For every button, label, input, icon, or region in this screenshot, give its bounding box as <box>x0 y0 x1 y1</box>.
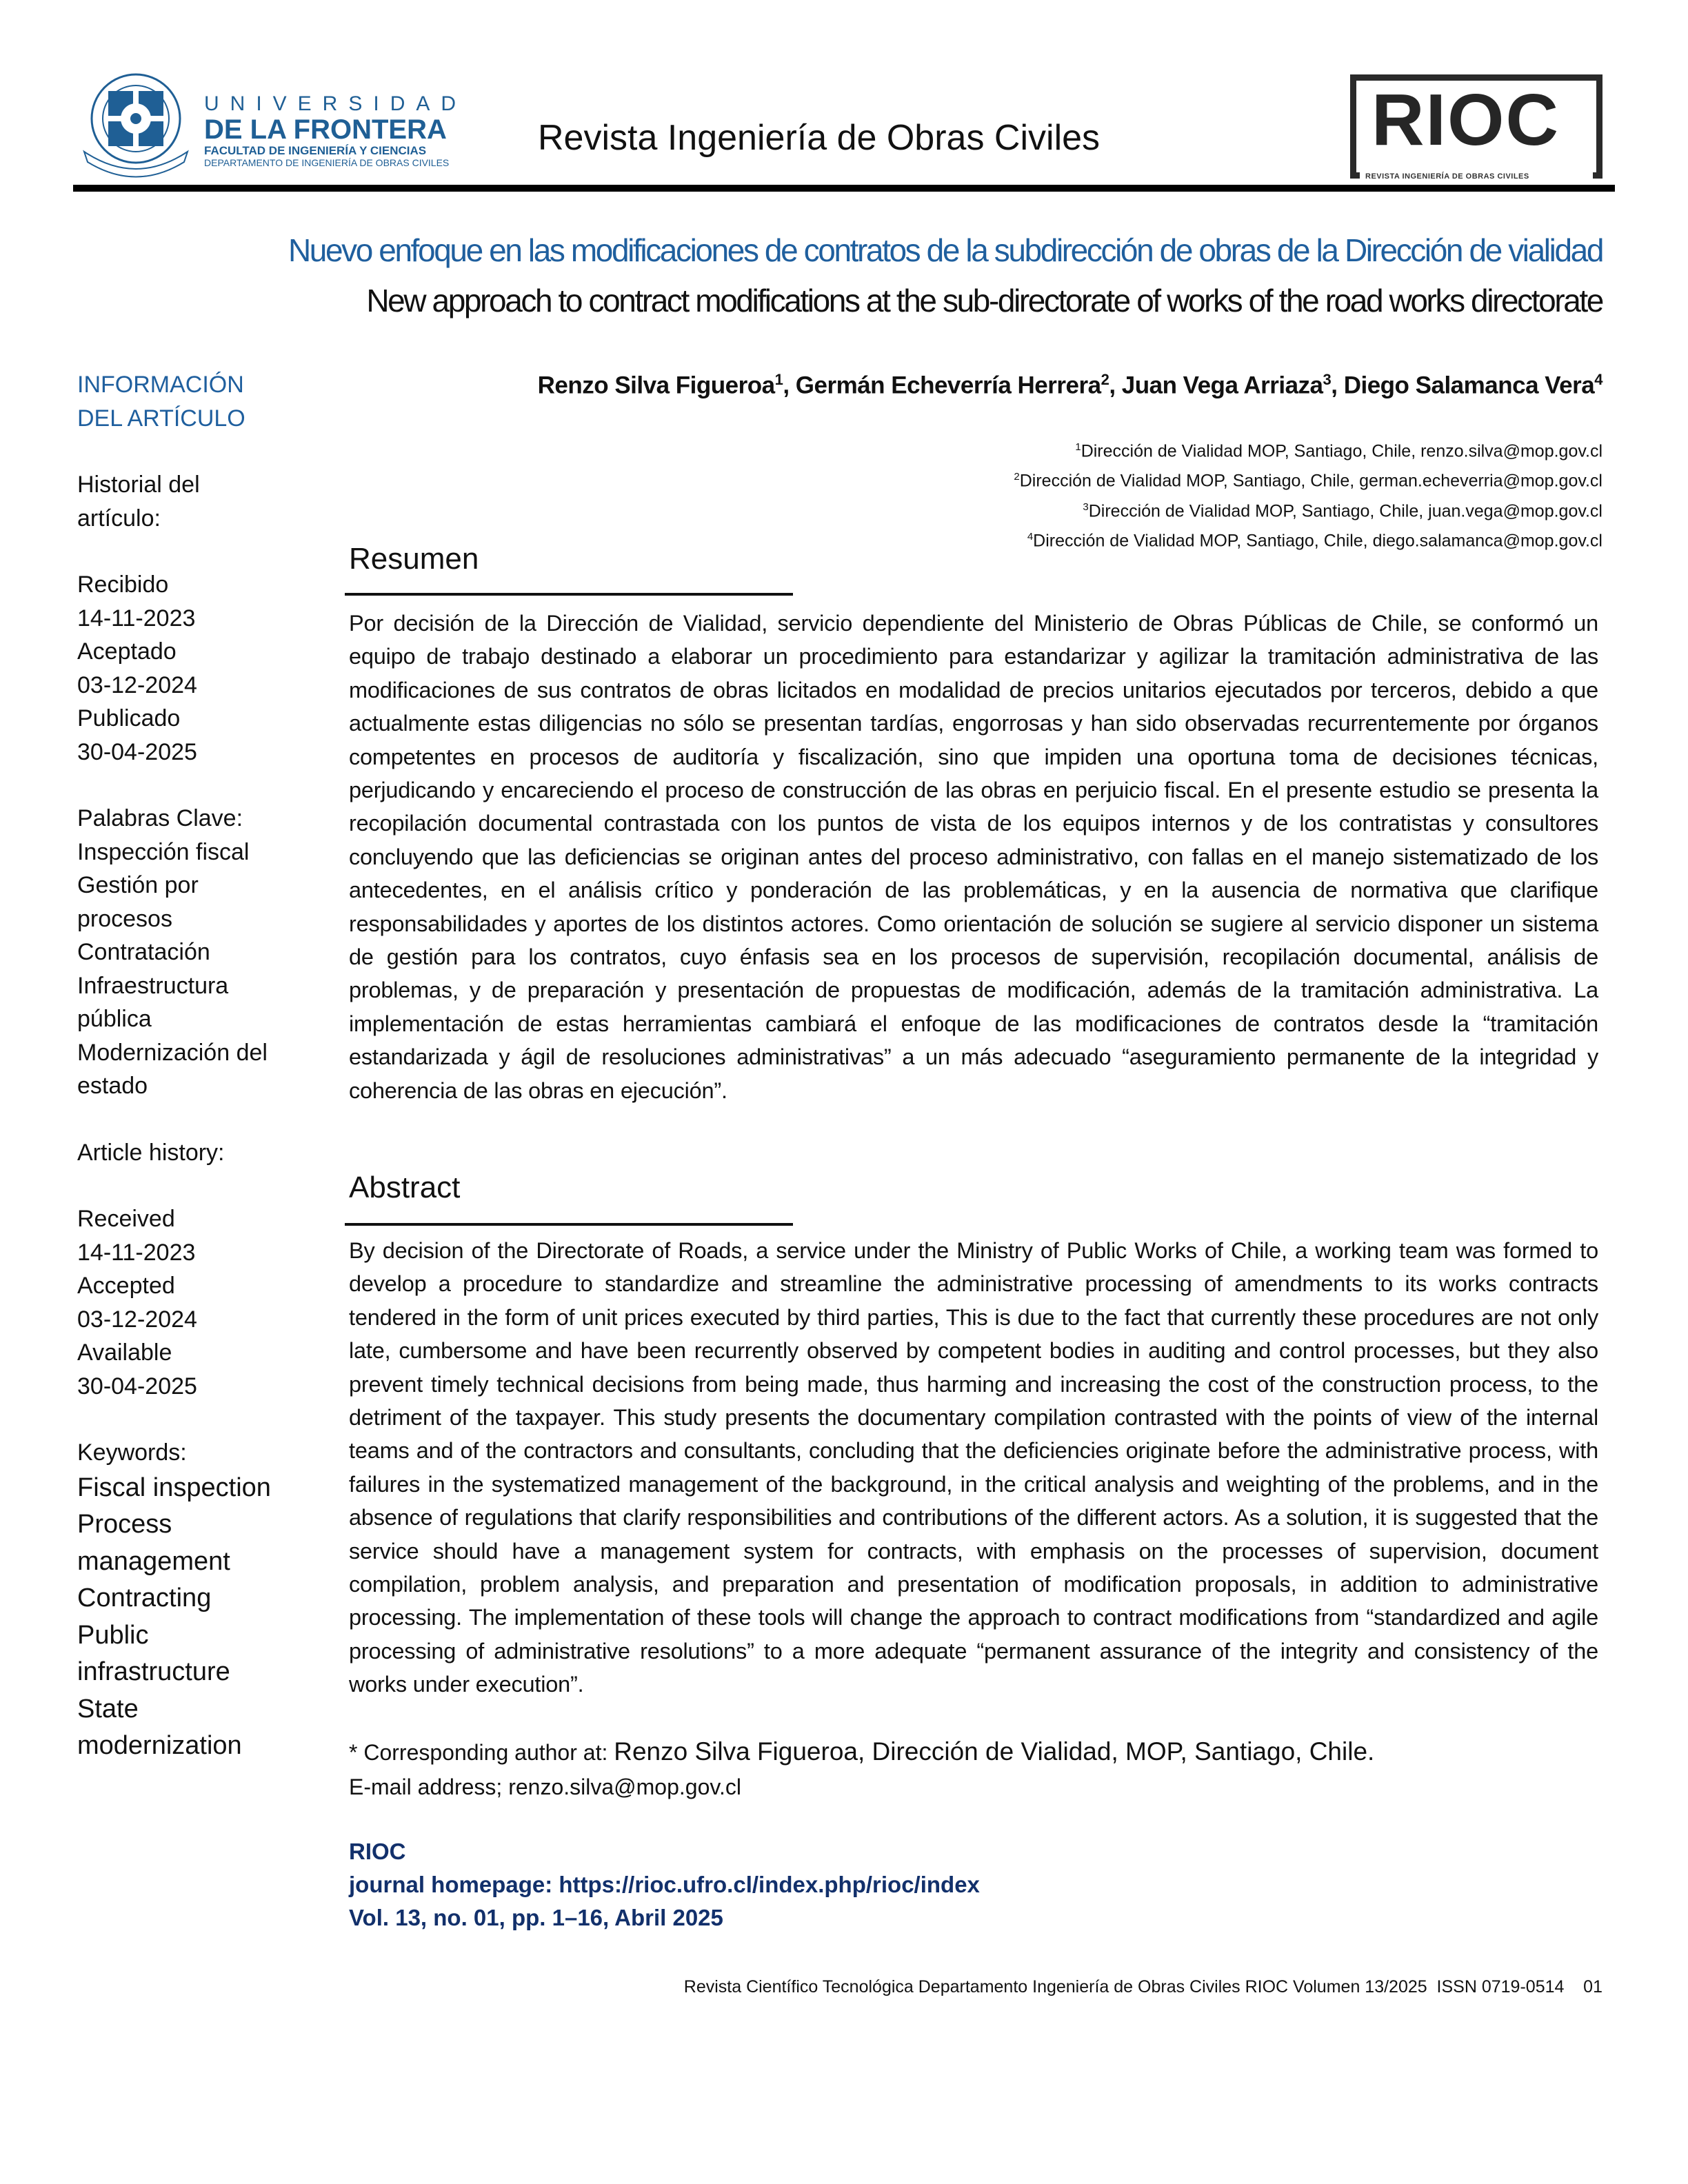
abstract-text: By decision of the Directorate of Roads, a service under the Ministry of Public Works of Chile, a working team was formed to develop a procedure to standardize and streamline the administrative processing of amendments to its works contracts tendered in the form of unit prices executed by third parties, This is due to the fact that currently these procedures are not only late, cumbersome and have been recurrently observed by competent bodies in auditing and control processes, but they also prevent timely technical decisions from being made, thus harming and increasing the cost of the construction process, to the detriment of the taxpayer. This study presents the documentary compilation contrasted with the points of view of the internal teams and of the contractors and consultants, concluding that the deficiencies originate before the administrative process, with failures in the systematized management of the background, in the critical analysis and weighting of the problems, and in the absence of regulations that clarify responsibilities and contributions of the different actors. As a solution, it is suggested that the service should have a management system for contracts, with emphasis on the processes of supervision, document compilation, problem analysis, and preparation and presentation of modification proposals, in addition to administrative processing. The implementation of these tools will change the approach to contract modifications from “standardized and agile processing of administrative resolutions” to a more adequate “permanent assurance of the integrity and consistency of the works under execution”. <box>349 1238 1598 1697</box>
rioc-logo <box>1350 74 1602 181</box>
author-sup: 2 <box>1101 371 1109 388</box>
history-item-date: 03-12-2024 <box>77 671 197 698</box>
history-item-date: 30-04-2025 <box>77 1373 197 1399</box>
history-label-es: Historial del <box>77 472 200 498</box>
history-item-label: Aceptado <box>77 638 177 665</box>
resumen-rule <box>345 593 793 596</box>
university-line-1: UNIVERSIDAD <box>204 92 468 115</box>
affiliation-text: Dirección de Vialidad MOP, Santiago, Chile, renzo.silva@mop.gov.cl <box>1081 441 1602 461</box>
keyword-line: Infraestructura <box>77 972 229 999</box>
rioc-logo-text: RIOC <box>1372 79 1560 161</box>
author-sup: 1 <box>774 371 783 388</box>
university-name <box>204 94 467 168</box>
affiliations <box>1014 434 1602 554</box>
journal-header-title: Revista Ingeniería de Obras Civiles <box>538 118 1101 158</box>
history-label-en: Article history: <box>77 1139 225 1166</box>
history-item-label: Publicado <box>77 705 181 731</box>
keyword-line: Public <box>77 1620 149 1650</box>
history-item-label: Recibido <box>77 572 169 598</box>
logo-frame-corner <box>1350 172 1360 179</box>
history-item-date: 30-04-2025 <box>77 738 197 765</box>
keywords-label-en: Keywords: <box>77 1439 187 1466</box>
affiliation-text: Dirección de Vialidad MOP, Santiago, Chile, diego.salamanca@mop.gov.cl <box>1033 531 1602 551</box>
university-line-2: DE LA FRONTERA <box>204 114 447 145</box>
history-item-label: Accepted <box>77 1273 175 1299</box>
separator: , <box>783 372 796 399</box>
keywords-label-es: Palabras Clave: <box>77 805 243 831</box>
separator: , <box>1109 372 1122 399</box>
faculty-name: FACULTAD DE INGENIERÍA Y CIENCIAS <box>204 144 427 157</box>
affiliation-item <box>1014 494 1602 524</box>
author-name: Germán Echeverría Herrera <box>795 372 1101 399</box>
affiliation-item <box>1014 524 1602 554</box>
resumen-heading: Resumen <box>349 542 479 576</box>
keyword-line: pública <box>77 1006 152 1032</box>
corresponding-detail: Renzo Silva Figueroa, Dirección de Vialidad, MOP, Santiago, Chile. <box>614 1737 1375 1766</box>
affiliation-sup: 1 <box>1075 441 1081 453</box>
affiliation-item <box>1014 464 1602 494</box>
affiliation-text: Dirección de Vialidad MOP, Santiago, Chile, juan.vega@mop.gov.cl <box>1088 501 1602 520</box>
corresponding-email[interactable]: E-mail address; renzo.silva@mop.gov.cl <box>349 1775 741 1799</box>
title-spanish: Nuevo enfoque en las modificaciones de contratos de la subdirección de obras de la Dirección de vialidad <box>288 232 1602 268</box>
keyword-line: management <box>77 1546 230 1576</box>
history-item-date: 03-12-2024 <box>77 1306 197 1333</box>
department-name: DEPARTAMENTO DE INGENIERÍA DE OBRAS CIVILES <box>204 157 450 168</box>
affiliation-item <box>1014 434 1602 464</box>
university-seal-icon <box>77 69 194 183</box>
corresponding-line <box>349 1735 1374 1770</box>
history-item-date: 14-11-2023 <box>77 605 196 631</box>
abstract-heading: Abstract <box>349 1171 461 1204</box>
corresponding-author <box>349 1735 1374 1804</box>
university-logo <box>77 69 468 179</box>
author-sup: 4 <box>1594 371 1602 388</box>
abstract-rule <box>345 1223 793 1226</box>
author-name: Renzo Silva Figueroa <box>537 372 775 399</box>
header-divider <box>73 185 1615 192</box>
title-english: New approach to contract modifications at the sub-directorate of works of the road works directorate <box>366 283 1602 318</box>
keyword-line: Modernización del <box>77 1039 268 1066</box>
keyword-line: Contracting <box>77 1584 212 1612</box>
article-info-heading: DEL ARTÍCULO <box>77 405 245 432</box>
rioc-logo-subtitle: REVISTA INGENIERÍA DE OBRAS CIVILES <box>1362 172 1533 181</box>
author-name: Diego Salamanca Vera <box>1343 372 1595 399</box>
history-label-es: artículo: <box>77 505 161 532</box>
resumen-text: Por decisión de la Dirección de Vialidad, servicio dependiente del Ministerio de Obras Públicas de Chile, se conformó un equipo de trabajo destinado a elaborar un procedimiento para estandarizar y agilizar la tramitación administrativa de las modificaciones de sus contratos de obras licitados en modalidad de precios unitarios ejecutados por terceros, debido a que actualmente estas diligencias no sólo se presentan tardías, engorrosas y han sido observadas recurrentemente por órganos competentes en procesos de auditoría y fiscalización, sino que impiden una oportuna toma de decisiones técnicas, perjudicando y encareciendo el proceso de construcción de las obras en perjuicio fiscal. En el presente estudio se presenta la recopilación documental contrastada con los puntos de vista de los equipos internos y de los contratistas y consultores concluyendo que las deficiencias se originan antes del proceso administrativo, con fallas en el manejo sistematizado de los antecedentes, en el análisis crítico y ponderación de las problemáticas, y en la ausencia de normativa que clarifique responsabilidades y aportes de los distintos actores. Como orientación de solución se sugiere al servicio disponer un sistema de gestión para los contratos, cuyo énfasis sea en los procesos de supervisión, recopilación documental, análisis de problemas, y de preparación y presentación de propuestas de modificación, además de la tramitación administrativa. La implementación de estas herramientas cambiará el enfoque de las modificaciones de contratos desde la “tramitación estandarizada y ágil de resoluciones administrativas” a un más adecuado “aseguramiento permanente de la integridad y coherencia de las obras en ejecución”. <box>349 611 1598 1103</box>
journal-abbrev: RIOC <box>349 1839 406 1864</box>
corresponding-prefix: * Corresponding author at: <box>349 1740 614 1765</box>
affiliation-sup: 4 <box>1027 530 1034 543</box>
history-item-date: 14-11-2023 <box>77 1239 196 1266</box>
author-name: Juan Vega Arriaza <box>1121 372 1323 399</box>
separator: , <box>1331 372 1344 399</box>
keyword-line: Contratación <box>77 939 210 965</box>
logo-frame-corner <box>1593 172 1602 179</box>
keyword-line: Inspección fiscal <box>77 838 250 865</box>
affiliation-sup: 2 <box>1014 471 1020 483</box>
affiliation-sup: 3 <box>1083 501 1089 513</box>
journal-homepage-link[interactable]: journal homepage: https://rioc.ufro.cl/index.php/rioc/index <box>349 1872 980 1897</box>
article-info-heading: INFORMACIÓN <box>77 372 244 398</box>
affiliation-text: Dirección de Vialidad MOP, Santiago, Chile, german.echeverria@mop.gov.cl <box>1019 471 1602 491</box>
article-info-sidebar <box>77 368 312 1765</box>
keyword-line: Gestión por <box>77 872 199 898</box>
keyword-line: infrastructure <box>77 1657 230 1686</box>
keyword-line: State <box>77 1694 139 1723</box>
author-sup: 3 <box>1323 371 1332 388</box>
journal-info <box>349 1835 980 1934</box>
keyword-line: Fiscal inspection <box>77 1473 271 1502</box>
history-item-label: Received <box>77 1206 175 1232</box>
keyword-line: procesos <box>77 905 172 932</box>
history-item-label: Available <box>77 1339 172 1366</box>
author-list <box>538 371 1602 400</box>
journal-volume: Vol. 13, no. 01, pp. 1–16, Abril 2025 <box>349 1905 723 1930</box>
keyword-line: modernization <box>77 1731 242 1760</box>
keyword-line: Process <box>77 1510 172 1539</box>
keyword-line: estado <box>77 1073 148 1099</box>
page-footer: Revista Científico Tecnológica Departamento Ingeniería de Obras Civiles RIOC Volumen 13/2025 ISSN 0719-0514 01 <box>683 1977 1602 1996</box>
